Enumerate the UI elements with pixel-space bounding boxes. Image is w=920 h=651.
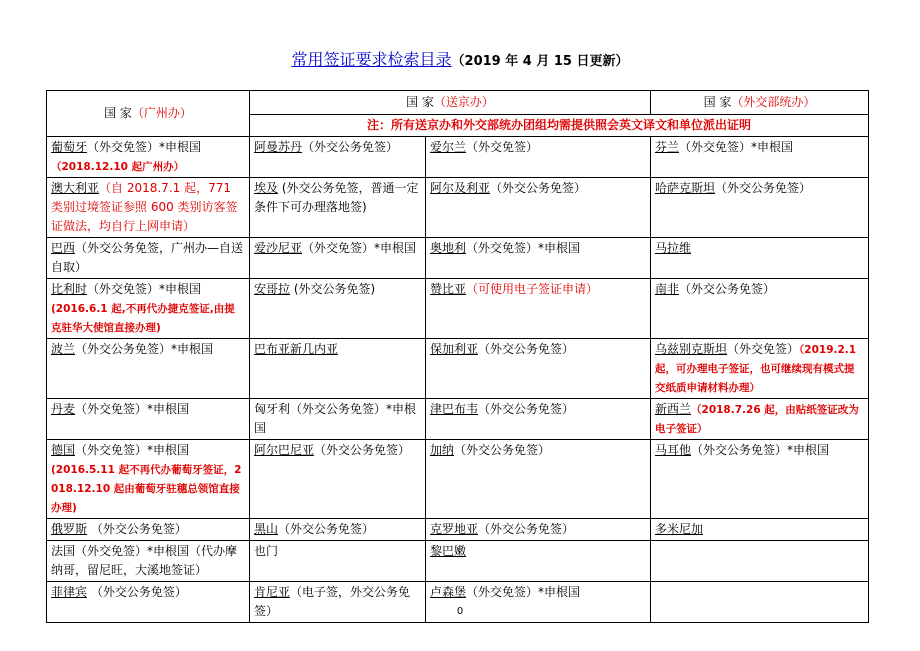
visa-info: （外交公务免签） <box>314 443 411 457</box>
country-cell <box>651 399 869 440</box>
country-cell <box>426 279 651 339</box>
country-name-link[interactable]: 葡萄牙 <box>51 140 88 154</box>
country-cell <box>250 178 426 238</box>
visa-info: （外交公务免签）*申根国 <box>691 443 830 457</box>
country-cell <box>47 519 250 541</box>
visa-info: （外交公务免签） <box>302 140 399 154</box>
country-name-link[interactable]: 加纳 <box>430 443 455 457</box>
country-name-link[interactable]: 安哥拉 <box>254 282 291 296</box>
visa-info: （外交免签）*申根国 <box>87 282 202 296</box>
country-name-link[interactable]: 黑山 <box>254 522 279 536</box>
country-name-link[interactable]: 奥地利 <box>430 241 467 255</box>
visa-info: （外交免签）*申根国 <box>75 402 190 416</box>
country-name-link[interactable]: 肯尼亚 <box>254 585 291 599</box>
country-cell <box>651 137 869 178</box>
visa-info: （外交公务免签） <box>87 585 187 599</box>
visa-note: （2019.2.1 起，可办理电子签证，也可继续现有模式提交纸质申请材料办理） <box>655 344 857 394</box>
country-cell <box>426 541 651 582</box>
country-name-link[interactable]: 南非 <box>655 282 680 296</box>
visa-note: （2018.12.10 起广州办） <box>51 161 185 173</box>
country-cell <box>651 440 869 519</box>
visa-info: （电子签，外交公务免签） <box>254 585 411 618</box>
header-beijing: 国 家（送京办） <box>250 91 651 115</box>
table-row <box>47 178 869 238</box>
country-cell <box>651 541 869 582</box>
country-cell <box>47 339 250 399</box>
country-cell <box>47 440 250 519</box>
visa-info: （外交公务免签） <box>87 522 187 536</box>
country-cell <box>426 519 651 541</box>
header-note: 注：所有送京办和外交部统办团组均需提供照会英文译文和单位派出证明 <box>250 115 869 137</box>
visa-info: （外交公务免签） <box>478 402 575 416</box>
visa-note: （2018.7.26 起，由贴纸签证改为电子签证） <box>655 404 859 435</box>
visa-note: (2016.5.11 起不再代办葡萄牙签证，2018.12.10 起由葡萄牙驻穗总领馆直接办理) <box>51 464 242 514</box>
country-name-link[interactable]: 芬兰 <box>655 140 680 154</box>
country-cell <box>250 541 426 582</box>
country-name-link[interactable]: 多米尼加 <box>655 522 704 536</box>
visa-info: （外交免签）*申根国 <box>87 140 202 154</box>
visa-info: 法国（外交免签）*申根国（代办摩纳哥，留尼旺，大溪地签证） <box>51 544 238 577</box>
country-name-link[interactable]: 俄罗斯 <box>51 522 88 536</box>
visa-info: (外交公务免签，普通一定条件下可办理落地签) <box>254 181 419 214</box>
visa-info: （外交免签）*申根国 <box>75 443 190 457</box>
country-name-link[interactable]: 赞比亚 <box>430 282 467 296</box>
visa-info: （外交公务免签，广州办—自送自取） <box>51 241 244 274</box>
visa-info: （外交公务免签） <box>490 181 587 195</box>
visa-info: （外交公务免签） <box>454 443 551 457</box>
country-cell <box>651 339 869 399</box>
visa-note: （自 2018.7.1 起，771 类别过境签证参照 600 类别访客签证做法，均自行上网申请） <box>51 181 238 233</box>
visa-info: （外交公务免签） <box>679 282 776 296</box>
country-name-link[interactable]: 波兰 <box>51 342 76 356</box>
country-cell <box>426 399 651 440</box>
country-cell <box>250 440 426 519</box>
country-name-link[interactable]: 新西兰 <box>655 402 692 416</box>
table-row <box>47 137 869 178</box>
country-cell <box>651 279 869 339</box>
visa-note: （可使用电子签证申请） <box>466 282 599 296</box>
page-title <box>0 50 920 72</box>
table-row <box>47 519 869 541</box>
country-name-link[interactable]: 菲律宾 <box>51 585 88 599</box>
country-cell <box>651 519 869 541</box>
country-name-link[interactable]: 巴布亚新几内亚 <box>254 342 339 356</box>
table-row <box>47 238 869 279</box>
country-cell <box>426 137 651 178</box>
country-cell <box>47 178 250 238</box>
country-name-link[interactable]: 澳大利亚 <box>51 181 100 195</box>
country-name-link[interactable]: 阿尔及利亚 <box>430 181 491 195</box>
country-name-link[interactable]: 阿尔巴尼亚 <box>254 443 315 457</box>
country-name-link[interactable]: 阿曼苏丹 <box>254 140 303 154</box>
country-cell <box>250 137 426 178</box>
country-name-link[interactable]: 卢森堡 <box>430 585 467 599</box>
visa-info: （外交免签）*申根国 <box>466 241 581 255</box>
country-name-link[interactable]: 马耳他 <box>655 443 692 457</box>
visa-info: （外交免签）*申根国 <box>466 585 581 599</box>
visa-info: （外交公务免签） <box>715 181 812 195</box>
country-cell <box>426 339 651 399</box>
title-date: （2019 年 4 月 15 日更新） <box>451 54 629 69</box>
table-row <box>47 279 869 339</box>
country-name-link[interactable]: 津巴布韦 <box>430 402 479 416</box>
visa-info: 也门 <box>254 544 279 558</box>
visa-info: (外交公务免签) <box>290 282 376 296</box>
page-number: 0 <box>456 606 464 617</box>
country-name-link[interactable]: 丹麦 <box>51 402 76 416</box>
visa-info: （外交公务免签）*申根国 <box>75 342 214 356</box>
visa-info: （外交公务免签） <box>478 342 575 356</box>
country-cell <box>426 440 651 519</box>
country-cell <box>250 339 426 399</box>
country-name-link[interactable]: 爱沙尼亚 <box>254 241 303 255</box>
visa-info: 匈牙利（外交公务免签）*申根国 <box>254 402 417 435</box>
country-name-link[interactable]: 马拉维 <box>655 241 692 255</box>
visa-table <box>46 90 869 623</box>
visa-info: （外交免签）*申根国 <box>679 140 794 154</box>
country-cell <box>250 399 426 440</box>
country-cell <box>250 279 426 339</box>
title-link[interactable]: 常用签证要求检索目录 <box>291 50 452 69</box>
country-name-link[interactable]: 哈萨克斯坦 <box>655 181 716 195</box>
country-name-link[interactable]: 保加利亚 <box>430 342 479 356</box>
visa-note: (2016.6.1 起,不再代办捷克签证,由提克驻华大使馆直接办理) <box>51 303 235 334</box>
country-name-link[interactable]: 乌兹别克斯坦 <box>655 342 728 356</box>
country-cell <box>47 238 250 279</box>
country-name-link[interactable]: 黎巴嫩 <box>430 544 467 558</box>
country-cell <box>651 178 869 238</box>
visa-info: （外交公务免签） <box>478 522 575 536</box>
country-cell <box>47 137 250 178</box>
country-cell <box>250 519 426 541</box>
country-name-link[interactable]: 德国 <box>51 443 76 457</box>
country-name-link[interactable]: 克罗地亚 <box>430 522 479 536</box>
country-name-link[interactable]: 巴西 <box>51 241 76 255</box>
header-guangzhou: 国 家（广州办） <box>47 91 250 137</box>
country-cell <box>651 238 869 279</box>
country-cell <box>47 279 250 339</box>
country-name-link[interactable]: 埃及 <box>254 181 279 195</box>
visa-info: （外交免签） <box>727 342 800 356</box>
country-name-link[interactable]: 比利时 <box>51 282 88 296</box>
country-cell <box>47 541 250 582</box>
visa-info: （外交免签）*申根国 <box>302 241 417 255</box>
visa-info: （外交公务免签） <box>278 522 375 536</box>
table-row <box>47 440 869 519</box>
country-name-link[interactable]: 爱尔兰 <box>430 140 467 154</box>
table-row <box>47 541 869 582</box>
visa-info: （外交免签） <box>466 140 539 154</box>
country-cell <box>47 399 250 440</box>
header-mfa: 国 家（外交部统办） <box>651 91 869 115</box>
table-row <box>47 399 869 440</box>
country-cell <box>426 238 651 279</box>
country-cell <box>426 178 651 238</box>
table-row <box>47 339 869 399</box>
country-cell <box>250 238 426 279</box>
